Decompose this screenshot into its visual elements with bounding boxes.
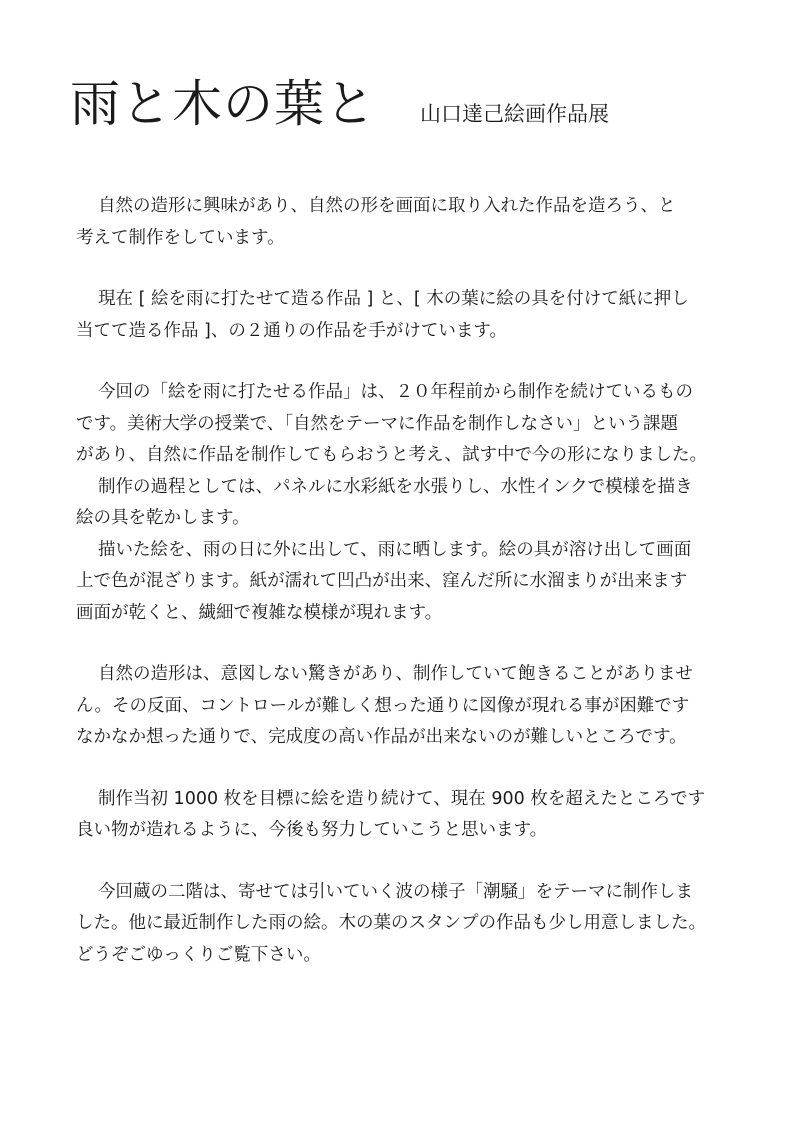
- paragraph-1: [76, 191, 746, 254]
- paragraph-line: 当てて造る作品 ]、の２通りの作品を手がけています。: [76, 320, 507, 341]
- paragraph-line: なかなか想った通りで、完成度の高い作品が出来ないのが難しいところです。: [76, 727, 687, 747]
- paragraph-line: があり、自然に作品を制作してもらおうと考え、試す中で今の形になりました。: [76, 445, 708, 465]
- paragraph-4: [76, 659, 746, 754]
- paragraph-line: ん。その反面、コントロールが難しく想った通りに図像が現れる事が困難です: [76, 695, 690, 716]
- body-text: [76, 191, 746, 1001]
- paragraph-line: 描いた絵を、雨の日に外に出して、雨に晒します。絵の具が溶け出して画面: [98, 539, 692, 560]
- page-title: 雨と木の葉と: [70, 75, 376, 133]
- paragraph-line: 自然の造形は、意図しない驚きがあり、制作していて飽きることがありませ: [98, 664, 693, 684]
- paragraph-line: 今回の「絵を雨に打たせる作品」は、２０年程前から制作を続けているもの: [98, 382, 693, 402]
- paragraph-line: 制作当初 1000 枚を目標に絵を造り続けて、現在 900 枚を超えたところです: [98, 788, 706, 809]
- paragraph-line: 考えて制作をしています。: [76, 227, 285, 248]
- paragraph-line: どうぞごゆっくりご覧下さい。: [76, 944, 321, 965]
- paragraph-line: 現在 [ 絵を雨に打たせて造る作品 ] と、[ 木の葉に絵の具を付けて紙に押し: [98, 289, 689, 309]
- paragraph-line: した。他に最近制作した雨の絵。木の葉のスタンプの作品も少し用意しました。: [76, 913, 706, 933]
- paragraph-3: [76, 377, 746, 629]
- paragraph-6: [76, 877, 746, 972]
- header: [70, 74, 609, 134]
- paragraph-line: です。美術大学の授業で、「自然をテーマに作品を制作しなさい」という課題: [76, 413, 678, 434]
- paragraph-line: 画面が乾くと、繊細で複雑な模様が現れます。: [76, 602, 443, 623]
- paragraph-line: 自然の造形に興味があり、自然の形を画面に取り入れた作品を造ろう、と: [98, 196, 676, 216]
- paragraph-2: [76, 284, 746, 347]
- paragraph-line: 上で色が混ざります。紙が濡れて凹凸が出来、窪んだ所に水溜まりが出来ます: [76, 571, 688, 591]
- paragraph-5: [76, 784, 746, 847]
- paragraph-line: 制作の過程としては、パネルに水彩紙を水張りし、水性インクで模様を描き: [98, 476, 693, 497]
- paragraph-line: 良い物が造れるように、今後も努力していこうと思います。: [76, 820, 548, 840]
- paragraph-line: 今回蔵の二階は、寄せては引いていく波の様子「潮騒」をテーマに制作しま: [98, 881, 693, 902]
- page-subtitle: 山口達己絵画作品展: [420, 102, 609, 126]
- paragraph-line: 絵の具を乾かします。: [76, 508, 250, 528]
